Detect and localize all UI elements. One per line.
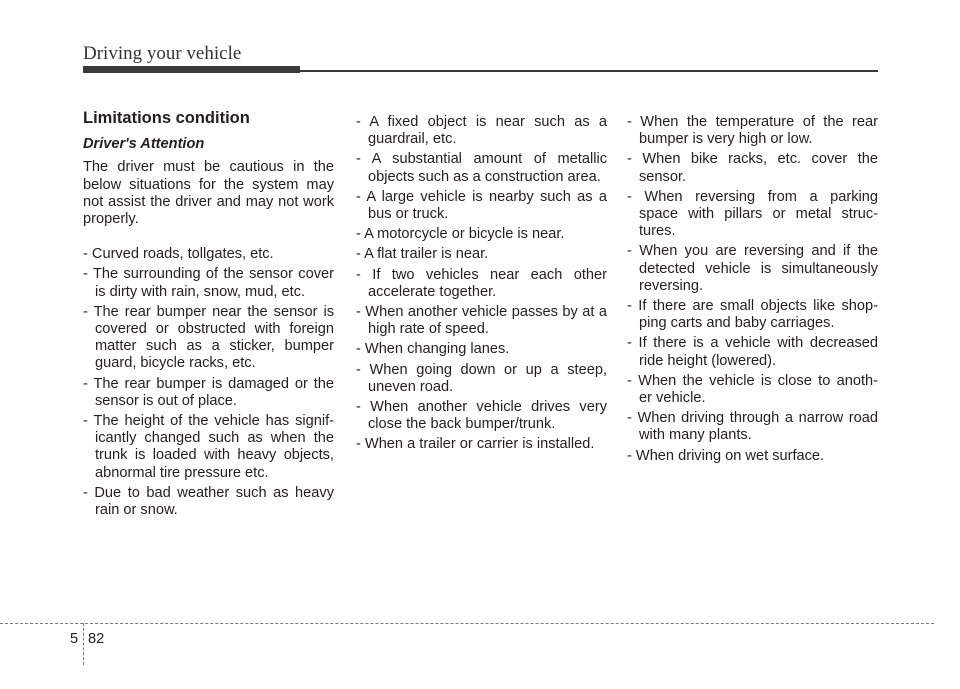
column-1 [83,110,334,522]
list-item: - When a trailer or carrier is installed. [356,436,595,453]
list-item: - The height of the vehicle has signif- icantly changed such as when the trunk is loaded with heavy objects, abnormal tire pressure etc. [83,413,334,481]
condition-list-1 [83,246,334,519]
list-item: - When bike racks, etc. cover the sensor. [627,151,878,185]
section-subheading: Driver's Attention [83,136,205,153]
condition-list-3 [627,114,878,465]
list-item: - A flat trailer is near. [356,246,489,263]
list-item: - If two vehicles near each other accelerate together. [356,266,607,300]
list-item: - A large vehicle is nearby such as a bus or truck. [356,188,607,223]
list-item: - Due to bad weather such as heavy rain or snow. [83,484,334,519]
list-item: - A motorcycle or bicycle is near. [356,226,565,243]
list-item: - When another vehicle drives very close the back bumper/trunk. [356,399,607,433]
column-2 [356,114,607,457]
list-item: - When driving on wet surface. [627,447,825,464]
list-item: - When the temperature of the rear bumper is very high or low. [627,114,878,148]
page-header-title: Driving your vehicle [83,43,242,64]
list-item: - When changing lanes. [356,341,510,358]
header-rule-thick [83,66,300,73]
list-item: - Curved roads, tollgates, etc. [83,246,274,263]
condition-list-2 [356,114,607,454]
page-number: 82 [88,631,105,647]
column-3 [627,114,878,468]
list-item: - The rear bumper near the sensor is covered or obstructed with foreign matter such as a sticker, bumper guard, bicycle racks, etc. [83,303,334,372]
list-item: - When going down or up a steep, uneven road. [356,361,607,395]
intro-paragraph: The driver must be cautious in the below situations for the system may not assist the driver and may not work properly. [83,159,334,228]
list-item: - When you are reversing and if the detected vehicle is simultaneously reversing. [627,243,878,294]
list-item: - When another vehicle passes by at a high rate of speed. [356,304,607,338]
list-item: - When reversing from a parking space with pillars or metal struc- tures. [627,188,878,240]
header-rule-thin [300,70,878,72]
list-item: - When the vehicle is close to anoth- er vehicle. [627,372,878,407]
footer-divider [83,623,84,665]
list-item: - If there are small objects like shop- ping carts and baby carriages. [627,298,878,332]
list-item: - The rear bumper is damaged or the sensor is out of place. [83,375,334,409]
list-item: - When driving through a narrow road with many plants. [627,410,878,444]
chapter-number: 5 [70,631,79,647]
section-heading: Limitations condition [83,109,250,127]
list-item: - The surrounding of the sensor cover is dirty with rain, snow, mud, etc. [83,266,334,300]
list-item: - If there is a vehicle with decreased ride height (lowered). [627,335,878,369]
list-item: - A fixed object is near such as a guardrail, etc. [356,114,607,148]
footer-rule [0,623,934,624]
list-item: - A substantial amount of metallic objects such as a construction area. [356,151,607,185]
